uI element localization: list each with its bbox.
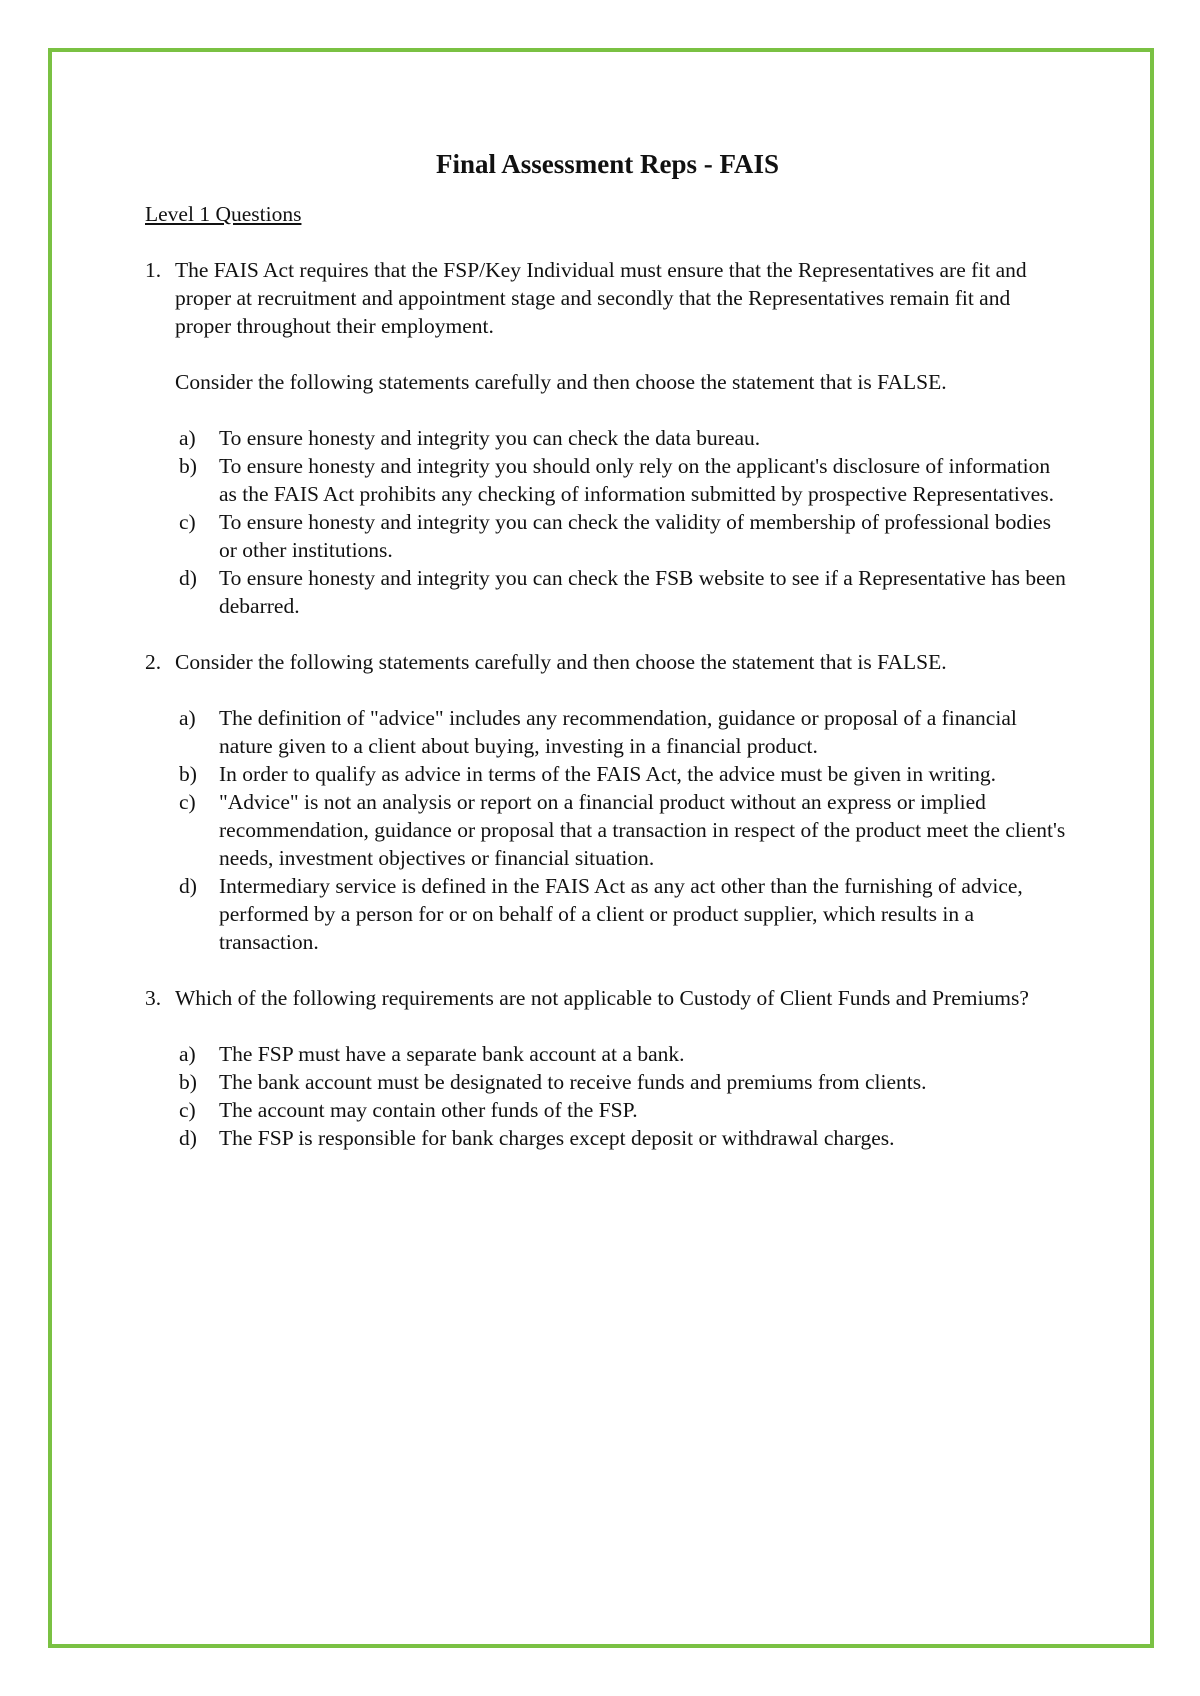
option-letter: b) <box>179 454 197 478</box>
question-2 <box>145 648 1070 956</box>
option-list <box>175 1040 1070 1152</box>
option-letter: d) <box>179 874 197 898</box>
option-text: To ensure honesty and integrity you can check the data bureau. <box>219 426 761 450</box>
option-text: The bank account must be designated to receive funds and premiums from clients. <box>219 1070 927 1094</box>
option-text: In order to qualify as advice in terms of the FAIS Act, the advice must be given in writing. <box>219 762 997 786</box>
option-letter: a) <box>179 706 196 730</box>
option-item <box>175 424 1070 452</box>
question-instruction: Consider the following statements carefully and then choose the statement that is FALSE. <box>175 370 947 394</box>
option-letter: d) <box>179 566 197 590</box>
option-text: To ensure honesty and integrity you should only rely on the applicant's disclosure of information as the FAIS Act prohibits any checking of information submitted by prospective Representatives. <box>219 454 1054 506</box>
option-list <box>175 704 1070 956</box>
option-item <box>175 788 1070 872</box>
option-item <box>175 760 1070 788</box>
option-text: The FSP must have a separate bank account at a bank. <box>219 1042 685 1066</box>
question-text: Which of the following requirements are not applicable to Custody of Client Funds and Premiums? <box>175 986 1029 1010</box>
option-text: To ensure honesty and integrity you can check the validity of membership of professional bodies or other institutions. <box>219 510 1052 562</box>
option-letter: a) <box>179 426 196 450</box>
option-item <box>175 508 1070 564</box>
question-text: Consider the following statements carefully and then choose the statement that is FALSE. <box>175 650 947 674</box>
option-item <box>175 1068 1070 1096</box>
question-number: 2. <box>145 650 162 674</box>
option-text: The FSP is responsible for bank charges except deposit or withdrawal charges. <box>219 1126 895 1150</box>
option-letter: c) <box>179 510 196 534</box>
option-letter: a) <box>179 1042 196 1066</box>
question-1 <box>145 256 1070 620</box>
option-item <box>175 1124 1070 1152</box>
option-text: Intermediary service is defined in the FAIS Act as any act other than the furnishing of advice, performed by a person for or on behalf of a client or product supplier, which results in a transaction. <box>219 874 1023 954</box>
question-number: 3. <box>145 986 162 1010</box>
question-number: 1. <box>145 258 162 282</box>
option-item <box>175 1040 1070 1068</box>
option-item <box>175 872 1070 956</box>
question-3 <box>145 984 1070 1152</box>
option-text: "Advice" is not an analysis or report on a financial product without an express or implied recommendation, guidance or proposal that a transaction in respect of the product meet the client's needs, investment objectives or financial situation. <box>219 790 1066 870</box>
option-letter: c) <box>179 790 196 814</box>
document-title: Final Assessment Reps - FAIS <box>435 149 780 179</box>
option-item <box>175 704 1070 760</box>
option-text: The definition of "advice" includes any recommendation, guidance or proposal of a financial nature given to a client about buying, investing in a financial product. <box>219 706 1017 758</box>
document-body <box>145 148 1070 1180</box>
option-item <box>175 564 1070 620</box>
option-text: The account may contain other funds of the FSP. <box>219 1098 638 1122</box>
option-letter: c) <box>179 1098 196 1122</box>
option-text: To ensure honesty and integrity you can check the FSB website to see if a Representative has been debarred. <box>219 566 1066 618</box>
option-item <box>175 452 1070 508</box>
option-item <box>175 1096 1070 1124</box>
option-list <box>175 424 1070 620</box>
option-letter: b) <box>179 1070 197 1094</box>
option-letter: d) <box>179 1126 197 1150</box>
option-letter: b) <box>179 762 197 786</box>
question-text: The FAIS Act requires that the FSP/Key Individual must ensure that the Representatives are fit and proper at recruitment and appointment stage and secondly that the Representatives remain fit and proper throughout their employment. <box>175 258 1027 338</box>
section-heading: Level 1 Questions <box>145 202 302 226</box>
